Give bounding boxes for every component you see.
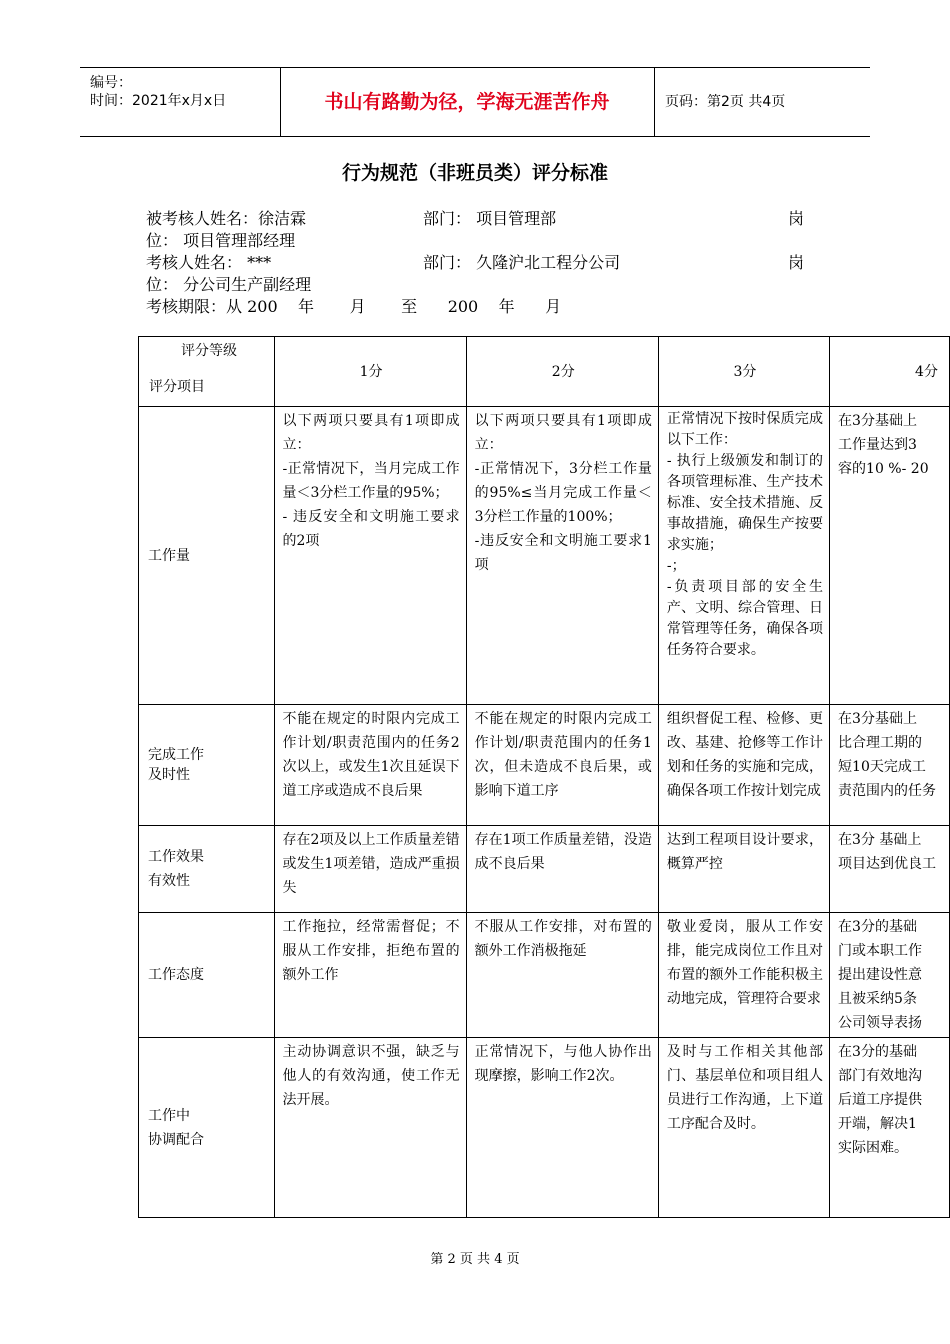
table-row xyxy=(139,705,950,826)
criteria-cell: 正常情况下，与他人协作出现摩擦，影响工作2次。 xyxy=(466,1038,658,1218)
criteria-cell: 不能在规定的时限内完成工作计划/职责范围内的任务2次以上，或发生1次且延误下道工序或造成不良后果 xyxy=(274,705,466,826)
criteria-cell: 在3分基础上 工作量达到3 容的10 %- 20 xyxy=(830,407,950,705)
examiner-name: 考核人姓名： *** xyxy=(146,253,272,272)
examiner-post-label: 岗 xyxy=(788,253,805,272)
criteria-cell: 达到工程项目设计要求，概算严控 xyxy=(658,826,829,913)
criteria-cell: 在3分 基础上 项目达到优良工 xyxy=(830,826,950,913)
level-header: 3分 xyxy=(658,337,829,407)
level-header: 2分 xyxy=(466,337,658,407)
level-header: 4分 xyxy=(830,337,950,407)
criteria-cell: 存在1项工作质量差错，没造成不良后果 xyxy=(466,826,658,913)
criteria-cell: 以下两项只要具有1项即成立： -正常情况下，当月完成工作量＜3分栏工作量的95%； - 违反安全和文明施工要求的2项 xyxy=(274,407,466,705)
row-label: 工作态度 xyxy=(139,913,275,1038)
criteria-cell: 在3分基础上 比合理工期的 短10天完成工 责范围内的任务 xyxy=(830,705,950,826)
level-header: 1分 xyxy=(274,337,466,407)
examinee-name: 被考核人姓名：徐洁霖 xyxy=(146,209,307,228)
criteria-cell: 以下两项只要具有1项即成立： -正常情况下，3分栏工作量的95%≤当月完成工作量＜3分栏工作量的100%； -违反安全和文明施工要求1项 xyxy=(466,407,658,705)
header-page-number: 页码：第2页 共4页 xyxy=(665,94,786,110)
table-header-row xyxy=(139,337,950,407)
page-footer: 第 2 页 共 4 页 xyxy=(430,1252,520,1267)
examiner-department: 部门： 久隆沪北工程分公司 xyxy=(423,253,621,272)
document-number-label: 编号： xyxy=(90,75,132,91)
examinee-post: 位： 项目管理部经理 xyxy=(146,231,296,250)
table-corner-cell xyxy=(139,337,275,407)
criteria-cell: 组织督促工程、检修、更改、基建、抢修等工作计划和任务的实施和完成，确保各项工作按计划完成 xyxy=(658,705,829,826)
criteria-cell: 不能在规定的时限内完成工作计划/职责范围内的任务1次，但未造成不良后果，或影响下道工序 xyxy=(466,705,658,826)
criteria-cell: 在3分的基础 部门有效地沟 后道工序提供 开端，解决1 实际困难。 xyxy=(830,1038,950,1218)
scoring-table xyxy=(138,336,950,1218)
row-label: 工作效果 有效性 xyxy=(139,826,275,913)
page-header xyxy=(80,67,870,137)
header-motto: 书山有路勤为径，学海无涯苦作舟 xyxy=(280,68,655,136)
examinee-department: 部门： 项目管理部 xyxy=(423,209,557,228)
criteria-cell: 工作拖拉，经常需督促；不服从工作安排，拒绝布置的额外工作 xyxy=(274,913,466,1038)
criteria-cell: 在3分的基础 门或本职工作 提出建设性意 且被采纳5条 公司领导表扬 xyxy=(830,913,950,1038)
page-title: 行为规范（非班员类）评分标准 xyxy=(341,162,608,184)
examiner-post: 位： 分公司生产副经理 xyxy=(146,275,312,294)
document-date: 时间：2021年x月x日 xyxy=(90,93,227,109)
criteria-cell: 主动协调意识不强，缺乏与他人的有效沟通，使工作无法开展。 xyxy=(274,1038,466,1218)
row-label: 完成工作 及时性 xyxy=(139,705,275,826)
table-row xyxy=(139,913,950,1038)
table-row xyxy=(139,826,950,913)
criteria-cell: 敬业爱岗，服从工作安排，能完成岗位工作且对布置的额外工作能积极主动地完成，管理符合要求 xyxy=(658,913,829,1038)
table-row xyxy=(139,407,950,705)
item-axis-label: 评分项目 xyxy=(149,379,205,395)
criteria-cell: 存在2项及以上工作质量差错或发生1项差错，造成严重损失 xyxy=(274,826,466,913)
row-label: 工作中 协调配合 xyxy=(139,1038,275,1218)
grade-axis-label: 评分等级 xyxy=(181,343,237,359)
row-label: 工作量 xyxy=(139,407,275,705)
examinee-post-label: 岗 xyxy=(788,209,805,228)
criteria-cell: 不服从工作安排，对布置的额外工作消极拖延 xyxy=(466,913,658,1038)
criteria-cell: 及时与工作相关其他部门、基层单位和项目组人员进行工作沟通，上下道工序配合及时。 xyxy=(658,1038,829,1218)
assessment-period: 考核期限：从 200 年 月 至 200 年 月 xyxy=(146,297,562,316)
criteria-cell: 正常情况下按时保质完成以下工作： - 执行上级颁发和制订的各项管理标准、生产技术标准、安全技术措施、反事故措施，确保生产按要求实施； -； -负责项目部的安全生产、文明、综合管理、日常管理等任务，确保各项任务符合要求。 xyxy=(658,407,829,705)
table-row xyxy=(139,1038,950,1218)
header-meta xyxy=(80,68,281,136)
